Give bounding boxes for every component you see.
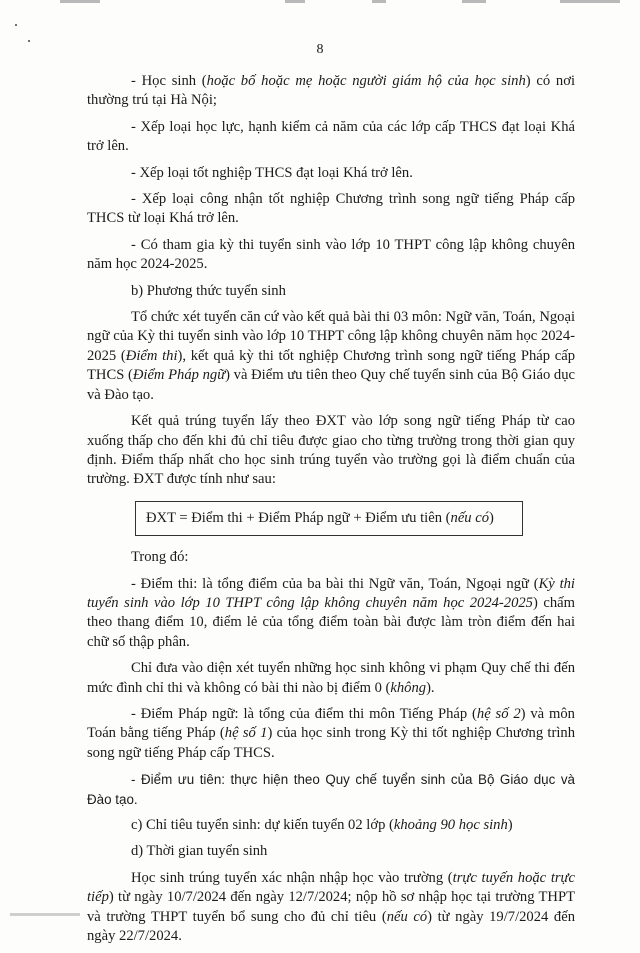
paragraph [87,548,575,567]
text-run: Kết quả trúng tuyển lấy theo ĐXT vào lớp song ngữ tiếng Pháp từ cao xuống thấp cho đến khi đủ chỉ tiêu được giao cho từng trường trong thời gian quy định. Điểm thấp nhất cho học sinh trúng tuyển vào trường gọi là điểm chuẩn của trường. ĐXT được tính như sau: [87,413,575,488]
text-run: ) [489,509,494,526]
paragraph [87,282,575,301]
italic-text: Điểm thi [125,347,178,364]
text-run: ) của học sinh trong Kỳ thi tốt nghiệp Chương trình song ngữ tiếng Pháp cấp THCS. [87,725,575,761]
paragraph [87,659,575,698]
text-run: - Xếp loại tốt nghiệp THCS đạt loại Khá trở lên. [131,164,413,181]
scan-bottom-marks [0,910,640,919]
paragraph [87,816,575,835]
italic-text: hoặc bố hoặc mẹ hoặc người giám hộ của học sinh [206,73,526,89]
text-run: ) và Điểm ưu tiên theo Quy chế tuyển sinh của Bộ Giáo dục và Đào tạo. [87,367,576,403]
text-run: b) Phương thức tuyển sinh [131,282,286,299]
text-run: ĐXT = Điểm thi + Điểm Pháp ngữ + Điểm ưu tiên ( [146,509,451,526]
text-run: - Có tham gia kỳ thi tuyển sinh vào lớp 10 THPT công lập không chuyên năm học 2024-2025. [87,236,575,273]
paragraph-group-2 [87,548,575,946]
text-run: Trong đó: [131,549,189,566]
text-run: - Điểm ưu tiên: thực hiện theo Quy chế tuyển sinh của Bộ Giáo dục và Đào tạo. [87,772,575,807]
paragraph [87,190,575,229]
italic-text: Kỳ thi tuyển sinh vào lớp 10 THPT công lập không chuyên năm học 2024-2025 [87,575,575,611]
text-run: - Học sinh ( [131,73,207,89]
text-run: Chỉ đưa vào diện xét tuyển những học sinh không vi phạm Quy chế thi đến mức đình chỉ thi và không có bài thi nào bị điểm 0 ( [87,660,575,696]
text-run: ), kết quả kỳ thi tốt nghiệp Chương trình song ngữ tiếng Pháp cấp THCS ( [87,347,575,384]
paragraph [87,575,575,653]
text-run: ) và môn Toán bằng tiếng Pháp ( [87,705,575,742]
text-run: ). [426,679,435,696]
paragraph [87,705,575,763]
scan-top-marks [0,0,640,10]
paragraph-group-1 [87,72,575,490]
scan-speck [15,24,17,26]
text-run: ) từ ngày 10/7/2024 đến ngày 12/7/2024; nộp hồ sơ nhập học tại trường THPT và trường THPT tuyển bổ sung cho đủ chỉ tiêu ( [87,889,575,925]
text-run: d) Thời gian tuyển sinh [131,843,268,860]
paragraph [87,118,575,157]
text-run: ) [507,817,513,833]
italic-text: hệ số 1 [224,725,268,742]
paragraph [87,164,575,183]
text-run: ) từ ngày 19/7/2024 đến ngày 22/7/2024. [87,908,575,945]
body-text [87,72,575,953]
paragraph [87,72,575,111]
paragraph [87,236,575,275]
italic-text: nếu có [450,509,490,526]
text-run: - Xếp loại học lực, hạnh kiểm cả năm của các lớp cấp THCS đạt loại Khá trở lên. [87,118,575,155]
text-run: Học sinh trúng tuyển xác nhận nhập học vào trường ( [131,869,453,886]
italic-text: khoảng 90 học sinh [393,817,508,833]
page-number: 8 [316,42,324,57]
paragraph [87,412,575,490]
italic-text: Điểm Pháp ngữ [132,367,226,384]
text-run: - Điểm thi: là tổng điểm của ba bài thi Ngữ văn, Toán, Ngoại ngữ ( [131,575,539,592]
italic-text: trực tuyến hoặc trực tiếp [87,869,575,906]
paragraph [87,770,575,809]
text-run: Tổ chức xét tuyển căn cứ vào kết quả bài thi 03 môn: Ngữ văn, Toán, Ngoại ngữ của Kỳ thi tuyển sinh vào lớp 10 THPT công lập không chuyên năm học 2024-2025 ( [87,309,575,364]
formula-box [135,501,523,536]
italic-text: nếu có [386,908,428,925]
paragraph [87,308,575,405]
italic-text: không [390,679,427,696]
italic-text: hệ số 2 [476,705,521,722]
text-run: c) Chỉ tiêu tuyển sinh: dự kiến tuyển 02 lớp ( [131,817,394,833]
paragraph [87,842,575,861]
text-run: ) chấm theo thang điểm 10, điểm lẻ của tổng điểm toàn bài được làm tròn điểm đến hai chữ số thập phân. [87,594,575,650]
text-run: - Điểm Pháp ngữ: là tổng của điểm thi môn Tiếng Pháp ( [131,705,477,722]
text-run: ) có nơi thường trú tại Hà Nội; [87,73,575,109]
text-run: - Xếp loại công nhận tốt nghiệp Chương trình song ngữ tiếng Pháp cấp THCS từ loại Khá trở lên. [87,191,575,227]
paragraph [87,869,575,947]
